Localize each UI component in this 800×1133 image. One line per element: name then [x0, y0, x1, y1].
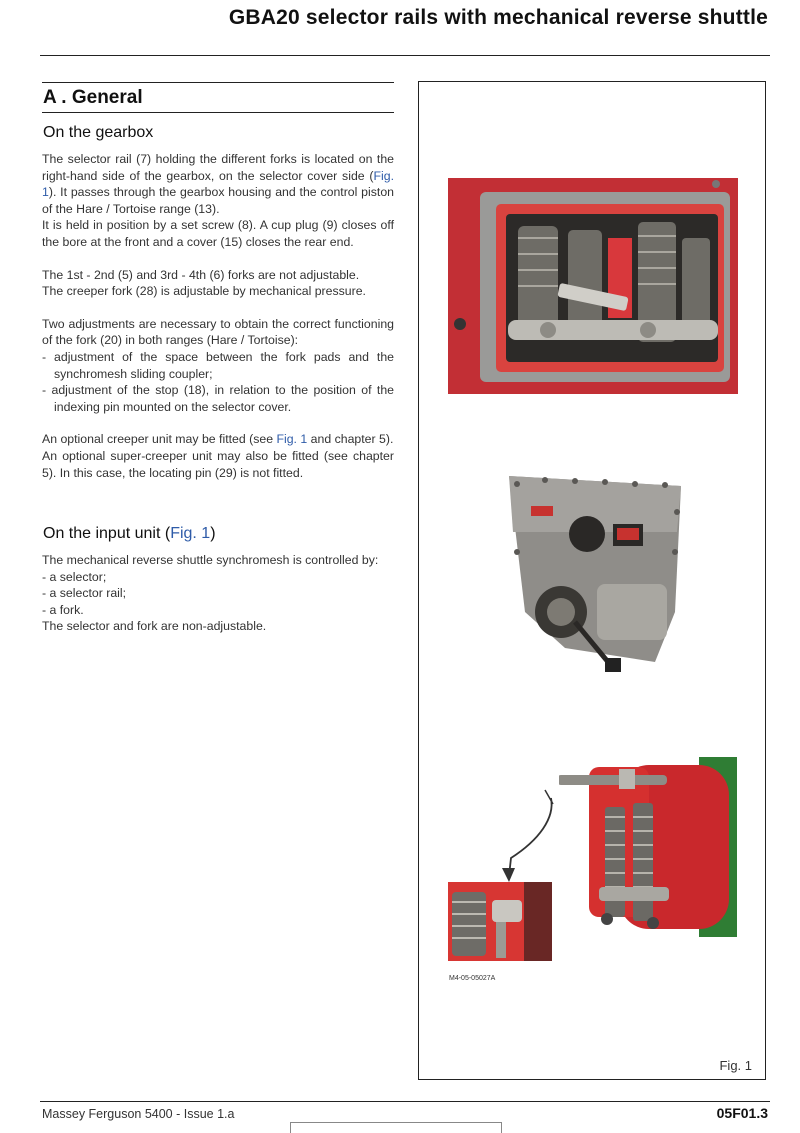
input-bullet-1: - a selector; — [42, 569, 107, 584]
gearbox-paragraph-1: The selector rail (7) holding the different forks is located on the right-hand side of the gearbox, on the selector cover side (Fig. 1). It passes through the gearbox housing and the control piston of the Hare / Tortoise range (13). — [42, 152, 394, 216]
gearbox-paragraph-4: The creeper fork (28) is adjustable by mechanical pressure. — [42, 284, 366, 299]
section-rule-top — [42, 82, 394, 83]
gearbox-paragraph-5: Two adjustments are necessary to obtain the correct functioning of the fork (20) in both ranges (Hare / Tortoise): — [42, 316, 394, 348]
figure-link[interactable]: Fig. 1 — [170, 525, 211, 543]
gearbox-housing-photo — [448, 178, 738, 394]
input-unit-heading: On the input unit (Fig. 1) — [43, 525, 216, 543]
header-rule — [40, 55, 770, 56]
section-title: A . General — [43, 87, 143, 108]
input-paragraph-2: The selector and fork are non-adjustable. — [42, 619, 267, 634]
reverse-shuttle-photo — [559, 757, 737, 937]
fork-detail-inset — [448, 882, 552, 961]
input-bullet-3: - a fork. — [42, 602, 84, 617]
gearbox-paragraph-6: An optional creeper unit may be fitted (see Fig. 1 and chapter 5). — [42, 432, 394, 447]
gearbox-bullet-2: - adjustment of the stop (18), in relation to the position of the indexing pin mounted on the selector cover. — [42, 383, 394, 414]
input-paragraph-1: The mechanical reverse shuttle synchromesh is controlled by: — [42, 553, 379, 568]
figure-link[interactable]: Fig. 1 — [42, 168, 394, 200]
gearbox-heading: On the gearbox — [43, 124, 154, 141]
figure-reference-code: M4-05-05027A — [449, 975, 496, 982]
footer-rule — [40, 1101, 770, 1102]
gearbox-bullet-1: - adjustment of the space between the fork pads and the synchromesh sliding coupler; — [42, 349, 394, 381]
footer-tab — [290, 1122, 502, 1133]
figure-link[interactable]: Fig. 1 — [276, 432, 308, 447]
gearbox-paragraph-3: The 1st - 2nd (5) and 3rd - 4th (6) forks are not adjustable. — [42, 267, 360, 282]
section-rule-bottom — [42, 112, 394, 113]
text-column — [42, 82, 394, 635]
input-bullet-2: - a selector rail; — [42, 586, 127, 601]
footer-manual-title: Massey Ferguson 5400 - Issue 1.a — [42, 1107, 235, 1121]
callout-arrow — [489, 788, 559, 888]
footer-page-code: 05F01.3 — [716, 1105, 768, 1121]
page-header-title: GBA20 selector rails with mechanical reverse shuttle — [228, 6, 768, 29]
figure-label: Fig. 1 — [719, 1058, 752, 1073]
figure-frame — [418, 81, 766, 1080]
gearbox-paragraph-7: An optional super-creeper unit may also be fitted (see chapter 5). In this case, the locating pin (29) is not fitted. — [42, 448, 394, 480]
gearbox-paragraph-2: It is held in position by a set screw (8). A cup plug (9) closes off the bore at the front and a cover (15) closes the rear end. — [42, 218, 394, 249]
selector-cover-photo — [505, 472, 690, 684]
